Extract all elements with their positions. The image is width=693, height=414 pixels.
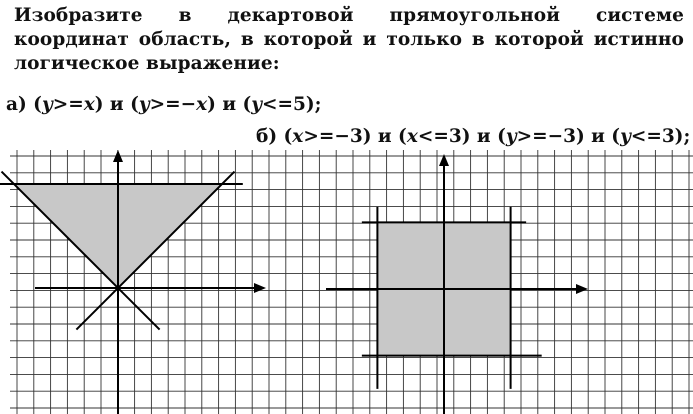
- plot-b-x-axis-arrow: [576, 284, 588, 294]
- task-prompt: Изобразите в декартовой прямоугольной системе координат область, в которой и только в которой истинно логическое выражение:: [14, 5, 684, 74]
- part-b-condition: б) (x>=−3) и (x<=3) и (y>=−3) и (y<=3);: [256, 126, 691, 147]
- plot-a-x-axis-arrow: [254, 283, 266, 293]
- plot-b: [326, 154, 588, 414]
- part-a-condition: а) (y>=x) и (y>=−x) и (y<=5);: [6, 94, 322, 115]
